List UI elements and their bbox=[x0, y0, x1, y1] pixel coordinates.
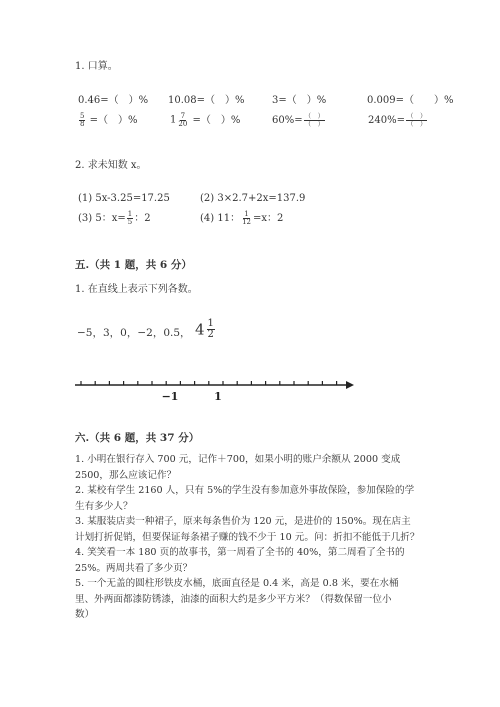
fraction bbox=[127, 211, 133, 226]
fraction-numerator: 1 bbox=[244, 210, 249, 218]
fraction-denominator: 8 bbox=[80, 120, 85, 128]
question-line: 1. 小明在银行存入 700 元，记作＋700，如果小明的账户余额从 2000 变成 bbox=[75, 454, 401, 465]
oral-calc-item: 0.009=（ ）% bbox=[367, 95, 454, 106]
fraction bbox=[79, 113, 85, 128]
equation-pre: (4) 11： bbox=[200, 213, 241, 224]
blank-denominator: （ ） bbox=[304, 120, 325, 128]
fraction-denominator: 12 bbox=[242, 218, 251, 226]
oral-calc-item: 0.46=（ ）% bbox=[78, 95, 149, 106]
equation-post: ：2 bbox=[134, 213, 151, 224]
mixed-whole: 1 bbox=[170, 114, 177, 126]
label-positive-one: 1 bbox=[214, 390, 222, 403]
fraction-numerator: 1 bbox=[207, 318, 214, 329]
fraction-numerator: 5 bbox=[80, 112, 85, 120]
oral-calc-pre: 240%= bbox=[368, 115, 405, 126]
blank-fraction bbox=[406, 113, 428, 128]
section5-question: 1. 在直线上表示下列各数。 bbox=[75, 284, 198, 295]
number-list: −5，3，0，−2，0.5， bbox=[77, 327, 191, 339]
blank-denominator: （ ） bbox=[406, 120, 427, 128]
fraction-numerator: 7 bbox=[180, 112, 186, 120]
section6-title: 六.（共 6 题，共 37 分） bbox=[75, 432, 200, 444]
number-line-arrow bbox=[346, 381, 354, 389]
section5-title: 五.（共 1 题，共 6 分） bbox=[75, 259, 192, 271]
equation-fraction bbox=[78, 211, 151, 226]
equation: (2) 3×2.7+2x=137.9 bbox=[200, 193, 306, 204]
number-line bbox=[70, 368, 360, 408]
oral-calc-item-percent bbox=[368, 113, 427, 128]
label-negative-one: −1 bbox=[161, 390, 179, 403]
oral-calc-item-fraction bbox=[78, 113, 138, 128]
fraction bbox=[207, 319, 215, 340]
question-line: 25%。两周共看了多少页？ bbox=[75, 562, 193, 574]
equation-post: =x：2 bbox=[253, 213, 284, 224]
fraction-denominator: 5 bbox=[127, 218, 133, 226]
fraction bbox=[241, 211, 252, 226]
equation-pre: (3) 5：x= bbox=[78, 213, 126, 224]
section6-questions bbox=[75, 452, 420, 623]
oral-calc-item: 10.08=（ ）% bbox=[168, 95, 245, 106]
question-line: 3. 某服装店卖一种裙子，原来每条售价为 120 元，是进价的 150%。现在店主 bbox=[75, 516, 411, 527]
question-line: 5. 一个无盖的圆柱形铁皮水桶，底面直径是 0.4 米，高是 0.8 米，要在水桶 bbox=[75, 578, 399, 589]
question-line: 2. 某校有学生 2160 人，只有 5%的学生没有参加意外事故保险，参加保险的学 bbox=[75, 485, 415, 496]
oral-calc-pre: 60%= bbox=[272, 115, 303, 126]
section1-heading: 1. 口算。 bbox=[75, 61, 118, 72]
blank-numerator: （ ） bbox=[406, 112, 427, 120]
question-line: 4. 笑笑看一本 180 页的故事书，第一周看了全书的 40%，第二周看了全书的 bbox=[75, 547, 405, 558]
question-line: 里、外两面都漆防锈漆，油漆的面积大约是多少平方米？（得数保留一位小 bbox=[75, 593, 392, 605]
question-line: 计划打折促销，但要保证每条裙子赚的钱不少于 10 元。问：折扣不能低于几折？ bbox=[75, 531, 420, 543]
question-line: 生有多少人？ bbox=[75, 500, 133, 512]
oral-calc-rest: =（ ）% bbox=[89, 115, 138, 126]
fraction bbox=[177, 113, 188, 128]
fraction-denominator: 20 bbox=[178, 120, 188, 128]
mixed-number bbox=[195, 319, 215, 340]
question-line: 2500，那么应该记作？ bbox=[75, 469, 177, 481]
blank-fraction bbox=[304, 113, 326, 128]
fraction-denominator: 2 bbox=[207, 329, 214, 340]
question-line: 数） bbox=[75, 609, 95, 620]
oral-calc-rest: =（ ）% bbox=[192, 115, 241, 126]
equation: (1) 5x-3.25=17.25 bbox=[78, 193, 170, 204]
blank-numerator: （ ） bbox=[304, 112, 325, 120]
equation-fraction bbox=[200, 211, 283, 226]
fraction-numerator: 1 bbox=[127, 210, 133, 218]
oral-calc-item-percent bbox=[272, 113, 325, 128]
mixed-whole: 4 bbox=[195, 320, 205, 339]
oral-calc-item: 3=（ ）% bbox=[272, 95, 327, 106]
section2-heading: 2. 求未知数 x。 bbox=[75, 160, 147, 171]
oral-calc-item-mixed bbox=[170, 113, 240, 128]
